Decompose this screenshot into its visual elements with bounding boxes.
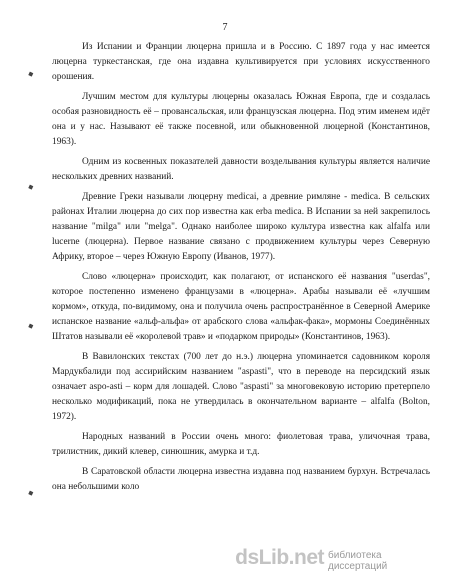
paragraph: В Саратовской области люцерна известна издавна под названием бурхун. Встречалась она небольшими коло <box>52 467 430 492</box>
margin-mark: ◆ <box>26 321 35 331</box>
paragraph: Древние Греки называли люцерну medicai, а древние римляне - medica. В сельских районах Италии люцерна до сих пор известна как erba medica. В Испании за ней закрепилось название "milga" или "melga". Однако наиболее широко культура известна как alfalfa или lucerne (люцерна). Первое название связано с продвижением культуры через Северную Африку, второе – через Южную Европу (Иванов, 1977). <box>52 192 430 262</box>
paragraph: В Вавилонских текстах (700 лет до н.э.) люцерна упоминается садовником короля Мардукбалиди под ассирийским названием "aspasti", что в переводе на персидский язык означает aspo-asti – корм для лошадей. Слово "aspasti" за многовековую историю претерпело несколько модификаций, пока не утвердилась в окончательном варианте – alfalfa (Bolton, 1972). <box>52 352 430 422</box>
watermark-logo: dsLib.net <box>235 546 324 569</box>
paragraph: Из Испании и Франции люцерна пришла и в Россию. С 1897 года у нас имеется люцерна туркестанская, где она издавна культивируется при условиях искусственного орошения. <box>52 42 430 82</box>
page-number: 7 <box>222 22 228 33</box>
paragraph: Одним из косвенных показателей давности возделывания культуры является наличие нескольких древних названий. <box>52 157 430 182</box>
watermark[interactable] <box>231 542 442 574</box>
paragraph: Лучшим местом для культуры люцерны оказалась Южная Европа, где и создалась особая разновидность её – провансальская, или французская люцерна. Под этим именем идёт она и у нас. Называют её также посевной, или обыкновенной люцерной (Константинов, 1963). <box>52 92 430 147</box>
margin-mark: ◆ <box>26 488 35 498</box>
document-body <box>52 40 430 500</box>
watermark-subtitle: библиотека диссертаций <box>328 550 388 572</box>
paragraph: Народных названий в России очень много: фиолетовая трава, уличочная трава, трилистник, дикий клевер, синюшник, амурка и т.д. <box>52 432 430 457</box>
margin-mark: ◆ <box>26 182 35 192</box>
paragraph: Слово «люцерна» происходит, как полагают, от испанского её названия "userdas", которое постепенно изменено французами в «люцерна». Арабы называли её «лучшим кормом», откуда, по-видимому, она и получила очень распространённое в Северной Америке испанское название «альф-альфа» от арабского слова «альфак-фака», мормоны Соединённых Штатов называли её «королевой трав» и «подарком природы» (Константинов, 1963). <box>52 272 430 342</box>
margin-mark: ◆ <box>26 69 35 79</box>
